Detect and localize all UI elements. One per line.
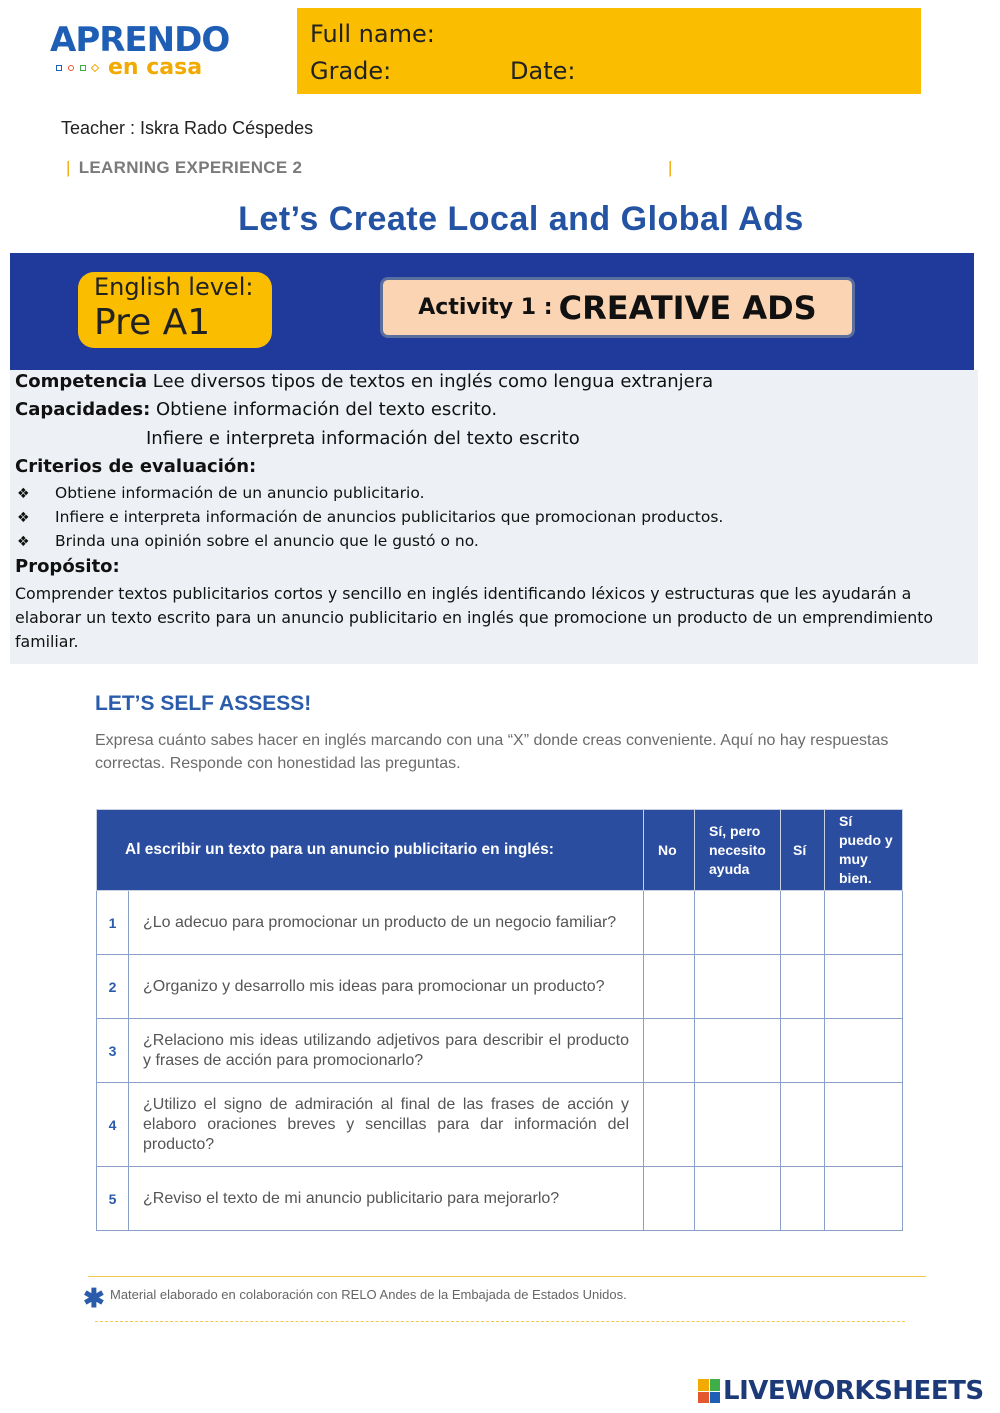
competencia-text: Lee diversos tipos de textos en inglés como lengua extranjera (152, 371, 714, 392)
row-number: 4 (97, 1083, 129, 1167)
question-text: ¿Organizo y desarrollo mis ideas para promocionar un producto? (129, 955, 644, 1019)
aprendo-en-casa-logo (50, 22, 240, 82)
english-level-badge (78, 272, 272, 348)
table-row (97, 1083, 903, 1167)
answer-cell-si[interactable] (781, 1167, 825, 1231)
activity-title-box (380, 277, 855, 338)
date-field[interactable]: Date: (510, 57, 576, 85)
row-number: 3 (97, 1019, 129, 1083)
answer-cell-si[interactable] (781, 1083, 825, 1167)
proposito-label: Propósito: (15, 556, 120, 577)
self-assessment-table (96, 809, 903, 1231)
capacidad-2: Infiere e interpreta información del texto escrito (146, 428, 580, 449)
table-row (97, 955, 903, 1019)
row-number: 1 (97, 891, 129, 955)
capacidades-label: Capacidades: (15, 399, 151, 420)
answer-cell-si-puedo[interactable] (825, 1083, 903, 1167)
liveworksheets-icon (698, 1379, 720, 1403)
diamond-bullet-icon: ❖ (17, 534, 30, 550)
footer-credit: Material elaborado en colaboración con RELO Andes de la Embajada de Estados Unidos. (110, 1287, 627, 1302)
answer-cell-si-pero[interactable] (695, 1167, 781, 1231)
footer-dashed-divider (95, 1321, 905, 1322)
row-number: 2 (97, 955, 129, 1019)
divider-mark: | (668, 158, 673, 177)
answer-cell-no[interactable] (644, 891, 695, 955)
question-text: ¿Reviso el texto de mi anuncio publicitario para mejorarlo? (129, 1167, 644, 1231)
answer-cell-si-pero[interactable] (695, 1019, 781, 1083)
answer-cell-si[interactable] (781, 955, 825, 1019)
diamond-bullet-icon: ❖ (17, 510, 30, 526)
learning-experience-text: LEARNING EXPERIENCE 2 (78, 158, 303, 177)
page-title: Let’s Create Local and Global Ads (238, 200, 804, 238)
table-row (97, 1167, 903, 1231)
answer-cell-no[interactable] (644, 1019, 695, 1083)
english-level-value: Pre A1 (94, 302, 211, 343)
self-assess-description: Expresa cuánto sabes hacer en inglés marcando con una “X” donde creas conveniente. Aquí no hay respuestas correctas. Responde con honestidad las preguntas. (95, 732, 889, 772)
table-header: Al escribir un texto para un anuncio publicitario en inglés: (97, 810, 644, 891)
logo-main-text: APRENDO (50, 20, 230, 60)
full-name-field[interactable]: Full name: (310, 20, 435, 48)
criterio-1: Obtiene información de un anuncio publicitario. (55, 484, 425, 502)
option-si-pero-header: Sí, pero necesito ayuda (695, 810, 781, 891)
liveworksheets-text: LIVEWORKSHEETS (723, 1376, 984, 1406)
answer-cell-si-puedo[interactable] (825, 891, 903, 955)
footer-divider (88, 1276, 926, 1277)
self-assess-title: LET’S SELF ASSESS! (95, 692, 312, 715)
answer-cell-no[interactable] (644, 1167, 695, 1231)
competency-section (10, 370, 978, 664)
activity-prefix: Activity 1 : (418, 295, 553, 320)
criterios-label: Criterios de evaluación: (15, 456, 257, 477)
criterio-3: Brinda una opinión sobre el anuncio que le gustó o no. (55, 532, 479, 550)
liveworksheets-brand (698, 1376, 984, 1406)
teacher-name: Teacher : Iskra Rado Céspedes (61, 118, 314, 138)
answer-cell-si[interactable] (781, 1019, 825, 1083)
table-row (97, 1019, 903, 1083)
answer-cell-si-pero[interactable] (695, 955, 781, 1019)
logo-shapes-icon (56, 65, 98, 71)
diamond-bullet-icon: ❖ (17, 486, 30, 502)
answer-cell-si-puedo[interactable] (825, 955, 903, 1019)
competencia-label: Competencia (15, 371, 148, 392)
answer-cell-si-puedo[interactable] (825, 1167, 903, 1231)
option-si-puedo-header: Sí puedo y muy bien. (825, 810, 903, 891)
option-no-header: No (644, 810, 695, 891)
capacidad-1: Obtiene información del texto escrito. (156, 399, 498, 420)
answer-cell-no[interactable] (644, 955, 695, 1019)
asterisk-icon: ✱ (83, 1283, 105, 1313)
answer-cell-si-puedo[interactable] (825, 1019, 903, 1083)
question-text: ¿Lo adecuo para promocionar un producto de un negocio familiar? (129, 891, 644, 955)
criterio-2: Infiere e interpreta información de anuncios publicitarios que promocionan productos. (55, 508, 724, 526)
option-si-header: Sí (781, 810, 825, 891)
learning-experience-label: | LEARNING EXPERIENCE 2 (66, 158, 303, 177)
answer-cell-si[interactable] (781, 891, 825, 955)
logo-sub-text: en casa (108, 55, 203, 80)
question-text: ¿Relaciono mis ideas utilizando adjetivos para describir el producto y frases de acción para promocionarlo? (129, 1019, 644, 1083)
answer-cell-si-pero[interactable] (695, 1083, 781, 1167)
table-row (97, 891, 903, 955)
proposito-text: Comprender textos publicitarios cortos y sencillo en inglés identificando léxicos y estructuras que les ayudarán a elaborar un texto escrito para un anuncio publicitario en inglés que promocione un producto de un emprendimiento familiar. (15, 584, 934, 651)
english-level-label: English level: (94, 273, 254, 301)
student-info-box (297, 8, 921, 94)
activity-name: CREATIVE ADS (558, 288, 817, 327)
answer-cell-no[interactable] (644, 1083, 695, 1167)
question-text: ¿Utilizo el signo de admiración al final de las frases de acción y elaboro oraciones breves y sencillas para dar información del producto? (129, 1083, 644, 1167)
grade-field[interactable]: Grade: (310, 57, 392, 85)
row-number: 5 (97, 1167, 129, 1231)
answer-cell-si-pero[interactable] (695, 891, 781, 955)
